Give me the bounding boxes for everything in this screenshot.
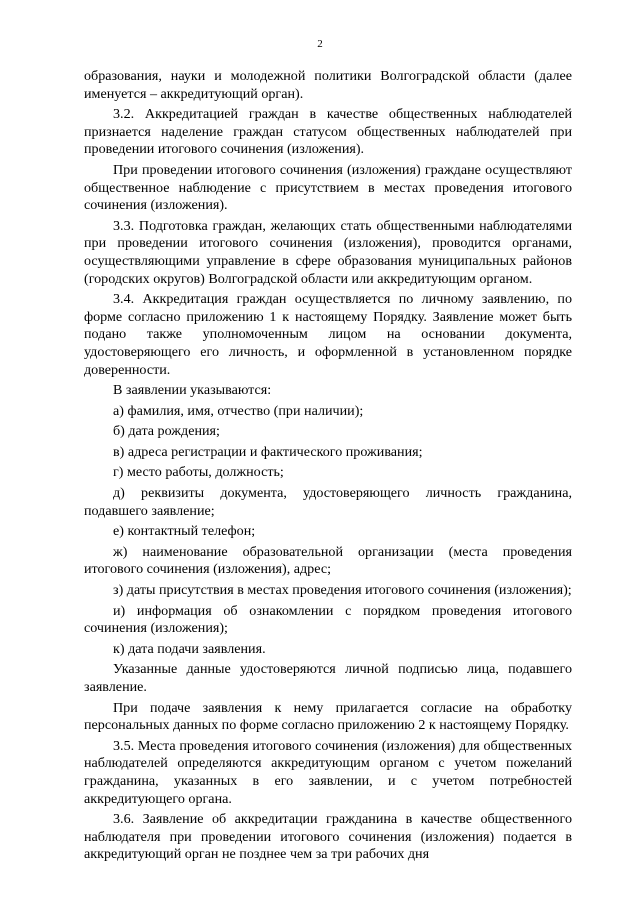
list-item-v: в) адреса регистрации и фактического проживания; xyxy=(113,443,423,460)
page-number: 2 xyxy=(317,38,323,50)
paragraph-3-5: 3.5. Места проведения итогового сочинения (изложения) для общественных наблюдателей определяются аккредитующим органом с учетом пожеланий гражданина, указанных в его заявлении, и с учетом потребностей аккредитующего органа. xyxy=(84,737,572,807)
list-item-b: б) дата рождения; xyxy=(113,423,220,440)
list-item-zh: ж) наименование образовательной организации (места проведения итогового сочинения (изложения), адрес; xyxy=(84,543,572,578)
paragraph-3-3: 3.3. Подготовка граждан, желающих стать общественными наблюдателями при проведении итогового сочинения (изложения), проводится органами, осуществляющими управление в сфере образования муниципальных районов (городских округов) Волгоградской области или аккредитующим органом. xyxy=(84,217,572,287)
list-item-i: и) информация об ознакомлении с порядком проведения итогового сочинения (изложения); xyxy=(84,602,572,637)
paragraph-3-4: 3.4. Аккредитация граждан осуществляется по личному заявлению, по форме согласно приложению 1 к настоящему Порядку. Заявление может быть подано также уполномоченным лицом на основании документа, удостоверяющего его личность, и оформленной в установленном порядке доверенности. xyxy=(84,291,572,378)
list-item-e: е) контактный телефон; xyxy=(113,523,256,540)
paragraph-continuation: образования, науки и молодежной политики Волгоградской области (далее именуется – аккредитующий орган). xyxy=(84,68,572,102)
paragraph-3-6: 3.6. Заявление об аккредитации гражданина в качестве общественного наблюдателя при проведении итогового сочинения (изложения) подается в аккредитующий орган не позднее чем за три рабочих дня xyxy=(84,811,572,863)
paragraph-3-2: 3.2. Аккредитацией граждан в качестве общественных наблюдателей признается наделение граждан статусом общественных наблюдателей при проведении итогового сочинения (изложения). xyxy=(84,106,572,158)
paragraph-signature: Указанные данные удостоверяются личной подписью лица, подавшего заявление. xyxy=(84,661,572,695)
list-item-a: а) фамилия, имя, отчество (при наличии); xyxy=(113,402,364,419)
list-item-d: д) реквизиты документа, удостоверяющего личность гражданина, подавшего заявление; xyxy=(84,485,572,519)
document-body xyxy=(84,68,572,864)
list-item-k: к) дата подачи заявления. xyxy=(113,640,266,657)
list-item-g: г) место работы, должность; xyxy=(113,464,284,481)
list-item-z: з) даты присутствия в местах проведения итогового сочинения (изложения); xyxy=(113,582,572,599)
paragraph-consent: При подаче заявления к нему прилагается согласие на обработку персональных данных по форме согласно приложению 2 к настоящему Порядку. xyxy=(84,699,572,734)
paragraph-application-contents: В заявлении указываются: xyxy=(113,382,272,399)
paragraph-observation: При проведении итогового сочинения (изложения) граждане осуществляют общественное наблюдение с присутствием в местах проведения итогового сочинения (изложения). xyxy=(84,161,572,214)
